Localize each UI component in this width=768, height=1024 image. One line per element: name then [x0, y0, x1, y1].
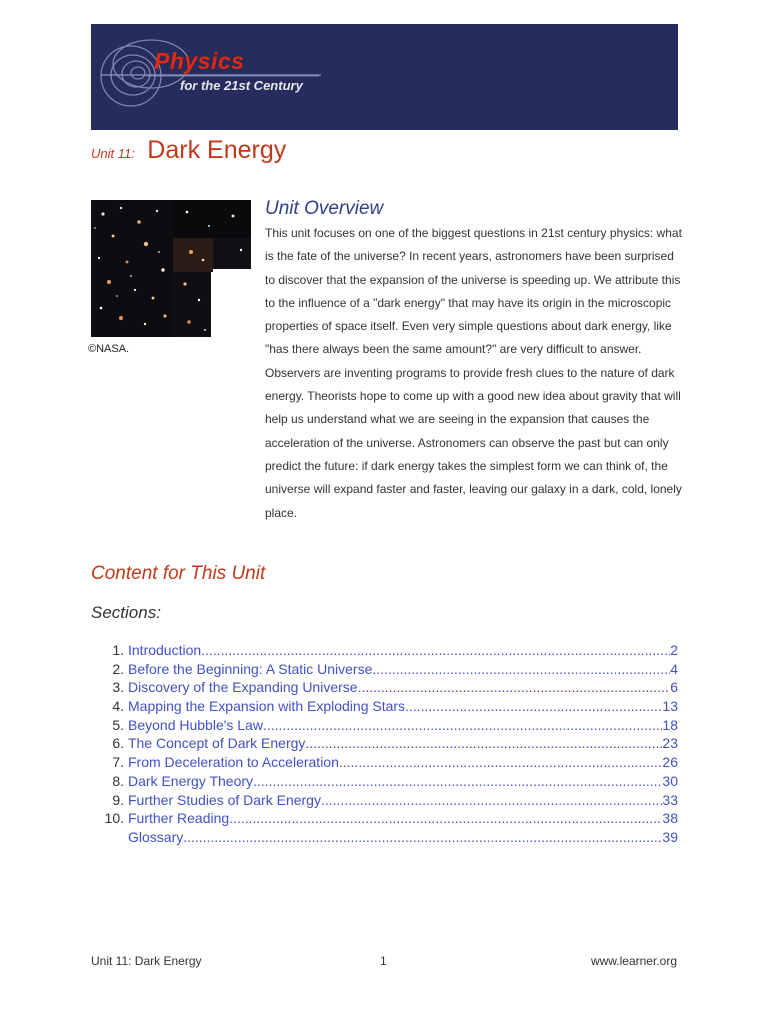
- toc-leader-dots: [339, 753, 663, 772]
- toc-link-beyond-hubbles-law[interactable]: [128, 716, 678, 735]
- toc-label: Before the Beginning: A Static Universe: [128, 660, 373, 677]
- toc-leader-dots: [405, 697, 662, 716]
- overview-heading: Unit Overview: [265, 198, 384, 219]
- image-credit: ©NASA.: [88, 343, 130, 355]
- toc-link-discovery-expanding-universe[interactable]: [128, 678, 678, 697]
- toc-link-mapping-expansion[interactable]: [128, 697, 678, 716]
- toc-label: Discovery of the Expanding Universe: [128, 679, 358, 696]
- physics-logo-graphic: [91, 24, 678, 130]
- sections-heading: Sections:: [91, 603, 161, 622]
- toc-number: 9.: [112, 791, 124, 808]
- toc-page-number: 23: [662, 735, 678, 752]
- toc-label: Mapping the Expansion with Exploding Stars: [128, 698, 406, 715]
- toc-link-further-studies[interactable]: [128, 791, 678, 810]
- toc-number: 8.: [112, 772, 124, 789]
- toc-row: [91, 772, 678, 791]
- toc-leader-dots: [183, 828, 662, 847]
- toc-label: Further Studies of Dark Energy: [128, 791, 321, 808]
- unit-heading: [91, 136, 286, 165]
- toc-leader-dots: [372, 660, 670, 679]
- toc-number: 5.: [112, 716, 124, 733]
- toc-page-number: 30: [662, 772, 678, 789]
- toc-page-number: 38: [662, 810, 678, 827]
- toc-row: [91, 641, 678, 660]
- logo-title: Physics: [154, 48, 245, 74]
- toc-row: [91, 678, 678, 697]
- toc-page-number: 18: [662, 716, 678, 733]
- footer-page-number: 1: [380, 954, 387, 968]
- toc-label: Beyond Hubble's Law: [128, 716, 263, 733]
- toc-page-number: 33: [662, 791, 678, 808]
- toc-row: [91, 697, 678, 716]
- unit-title: Dark Energy: [147, 136, 287, 164]
- content-heading: Content for This Unit: [91, 563, 266, 584]
- toc-row: [91, 791, 678, 810]
- toc-number: 10.: [104, 810, 124, 827]
- toc-leader-dots: [229, 809, 662, 828]
- unit-label: Unit 11:: [91, 146, 135, 161]
- toc-row: [91, 828, 678, 847]
- toc-link-introduction[interactable]: [128, 641, 678, 660]
- footer-unit-title: Unit 11: Dark Energy: [91, 954, 202, 968]
- header-banner: [91, 24, 678, 130]
- toc-leader-dots: [305, 734, 662, 753]
- logo-subtitle: for the 21st Century: [180, 78, 303, 93]
- toc-leader-dots: [321, 791, 662, 810]
- toc-link-glossary[interactable]: [128, 828, 678, 847]
- toc-number: [91, 828, 124, 847]
- toc-leader-dots: [253, 772, 662, 791]
- toc-page-number: 26: [662, 754, 678, 771]
- toc-link-dark-energy-theory[interactable]: [128, 772, 678, 791]
- toc-label: The Concept of Dark Energy: [128, 735, 306, 752]
- toc-page-number: 2: [670, 642, 678, 658]
- toc-row: [91, 716, 678, 735]
- toc-link-before-the-beginning[interactable]: [128, 660, 678, 679]
- toc-row: [91, 660, 678, 679]
- toc-page-number: 39: [662, 828, 678, 845]
- toc-row: [91, 753, 678, 772]
- deep-field-galaxy-image: [91, 200, 251, 337]
- toc-leader-dots: [358, 678, 671, 697]
- toc-leader-dots: [201, 641, 670, 660]
- toc-label: Further Reading: [128, 810, 230, 827]
- toc-number: 1.: [112, 642, 124, 658]
- toc-row: [91, 734, 678, 753]
- toc-link-further-reading[interactable]: [128, 809, 678, 828]
- toc-label: From Deceleration to Acceleration: [128, 754, 339, 771]
- toc-page-number: 6: [670, 679, 678, 696]
- toc-link-deceleration-to-acceleration[interactable]: [128, 753, 678, 772]
- toc-label: Introduction: [128, 642, 202, 658]
- toc-label: Dark Energy Theory: [128, 772, 254, 789]
- toc-number: 2.: [112, 660, 124, 677]
- toc-label: Glossary: [128, 828, 184, 845]
- toc-number: 4.: [112, 698, 124, 715]
- toc-leader-dots: [263, 716, 662, 735]
- toc-number: 7.: [112, 754, 124, 771]
- footer-website: www.learner.org: [590, 954, 677, 968]
- table-of-contents: [91, 641, 678, 847]
- toc-page-number: 4: [670, 660, 678, 677]
- toc-page-number: 13: [662, 698, 678, 715]
- toc-number: 3.: [112, 679, 124, 696]
- toc-link-concept-of-dark-energy[interactable]: [128, 734, 678, 753]
- toc-row: [91, 809, 678, 828]
- overview-text: This unit focuses on one of the biggest questions in 21st century physics: what is the fate of the universe? In recent years, astronomers have been surprised to discover that the expansion of the universe is speeding up. We attribute this to the influence of a "dark energy" that may have its origin in the microscopic properties of space itself. Even very simple questions about dark energy, like "has there always been the same amount?" are very difficult to answer. Observers are inventing programs to provide fresh clues to the nature of dark energy. Theorists hope to come up with a good new idea about gravity that will help us understand what we are seeing in the expansion that causes the acceleration of the universe. Astronomers can observe the past but can only predict the future: if dark energy takes the simplest form we can think of, the universe will expand faster and faster, leaving our galaxy in a dark, cold, lonely place.: [265, 226, 682, 520]
- toc-number: 6.: [112, 735, 124, 752]
